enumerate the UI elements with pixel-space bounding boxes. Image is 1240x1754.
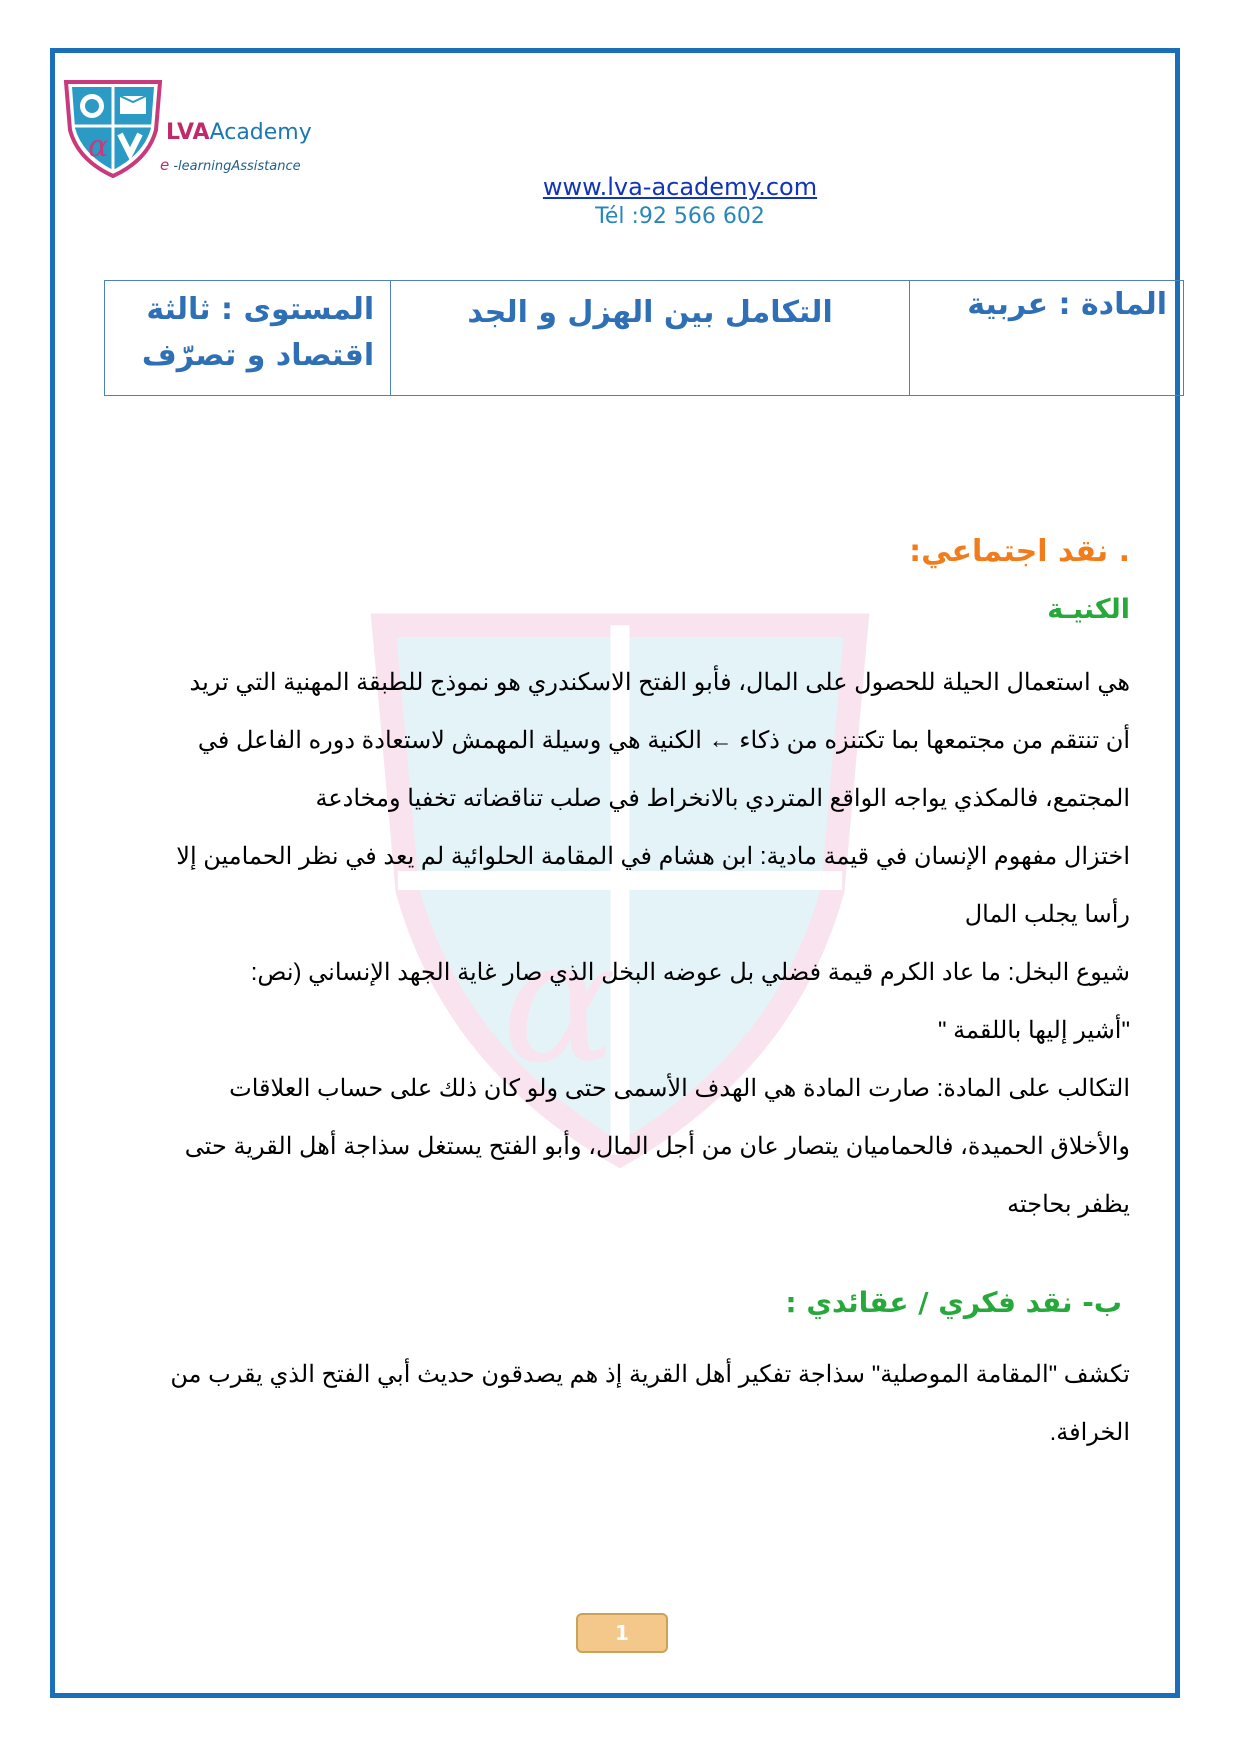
website-link[interactable]: www.lva-academy.com — [542, 173, 818, 201]
phone-number: Tél :92 566 602 — [595, 204, 765, 229]
text-line: المجتمع، فالمكذي يواجه الواقع المتردي بالانخراط في صلب تناقضاته تخفيا ومخادعة — [315, 785, 1130, 812]
level-cell — [105, 281, 391, 396]
subsection-heading-kunya: الكنيـة — [1047, 594, 1130, 625]
lesson-content — [120, 534, 1130, 1462]
text-line: شيوع البخل: ما عاد الكرم قيمة فضلي بل عوضه البخل الذي صار غاية الجهد الإنساني (نص: — [250, 959, 1130, 986]
svg-text:α: α — [88, 129, 109, 164]
section-heading-intellectual-criticism: ب- نقد فكري / عقائدي : — [785, 1286, 1122, 1319]
course-info-table — [104, 280, 1184, 396]
lva-academy-logo — [58, 78, 168, 178]
text-line: والأخلاق الحميدة، فالحماميان يتصار عان من أجل المال، وأبو الفتح يستغل سذاجة أهل القرية حتى — [184, 1133, 1130, 1160]
text-line: تكشف "المقامة الموصلية" سذاجة تفكير أهل القرية إذ هم يصدقون حديث أبي الفتح الذي يقرب من — [170, 1361, 1130, 1388]
page-number: 1 — [576, 1613, 668, 1653]
lesson-title-cell: التكامل بين الهزل و الجد — [391, 281, 910, 396]
brand-name: LVAAcademy — [166, 120, 312, 145]
level-line: المستوى : ثالثة — [146, 292, 375, 327]
kunya-paragraph — [120, 654, 1130, 1234]
text-line: أن تنتقم من مجتمعها بما تكتنزه من ذكاء ← الكنية هي وسيلة المهمش لاستعادة دوره الفاعل في — [197, 727, 1130, 754]
text-line: اختزال مفهوم الإنسان في قيمة مادية: ابن هشام في المقامة الحلوائية لم يعد في نظر الحمامين إلا — [176, 843, 1130, 870]
branch-line: اقتصاد و تصرّف — [141, 338, 375, 373]
subject-cell: المادة : عربية — [909, 281, 1183, 396]
svg-text:α: α — [501, 903, 617, 1102]
intellectual-paragraph — [120, 1346, 1130, 1462]
text-line: رأسا يجلب المال — [964, 901, 1130, 928]
text-line: "أشير إليها باللقمة " — [937, 1017, 1130, 1044]
text-line: يظفر بحاجته — [1007, 1191, 1130, 1218]
section-heading-social-criticism: . نقد اجتماعي: — [909, 534, 1130, 569]
brand-tagline: e -learningAssistance — [160, 156, 301, 174]
text-line: التكالب على المادة: صارت المادة هي الهدف الأسمى حتى ولو كان ذلك على حساب العلاقات — [229, 1075, 1130, 1102]
text-line: هي استعمال الحيلة للحصول على المال، فأبو الفتح الاسكندري هو نموذج للطبقة المهنية التي تريد — [189, 669, 1130, 696]
text-line: الخرافة. — [1049, 1419, 1130, 1446]
